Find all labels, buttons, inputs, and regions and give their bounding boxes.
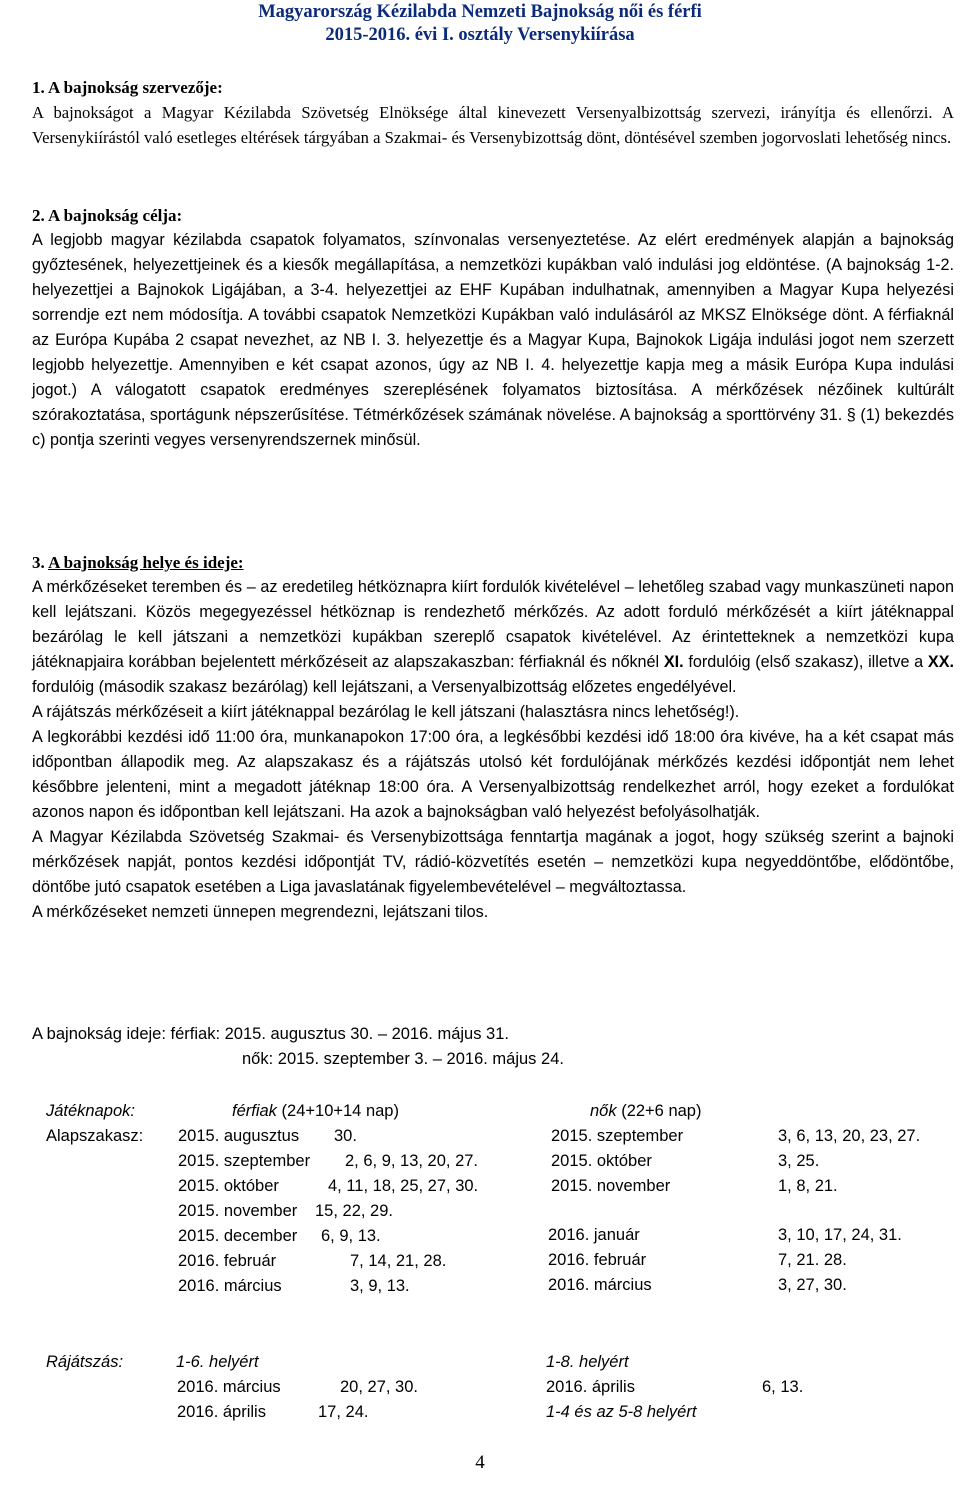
playoff-men-days-1: 20, 27, 30.: [340, 1378, 418, 1396]
section-2-text: [32, 228, 954, 453]
section-2: [32, 203, 954, 453]
section-3-paragraph-3: A legkorábbi kezdési idő 11:00 óra, munkanapokon 17:00 óra, a legkésőbbi kezdési idő 18:00 óra kivéve, ha a két csapat más időpontban állapodik meg. Az alapszakasz és a rájátszás utolsó két fordulójának mérkőzés kezdési időpontját nem lehet későbbre jelenteni, mint a megadott játéknap 18:00 óra. A Versenyalbizottság rendelkezhet arról, hogy ezeket a fordulókat azonos napon és időpontban kell lejátszani. Ha azok a bajnokságban való helyezést befolyásolhatják.: [32, 728, 954, 821]
men-schedule-month: 2015. augusztus: [178, 1127, 300, 1145]
section-3: [32, 550, 954, 925]
section-3-p1-roman-xi: XI.: [663, 653, 684, 671]
section-3-paragraph-2: A rájátszás mérkőzéseit a kiírt játéknappal bezárólag le kell játszani (halasztásra nincs lehetőség!).: [32, 703, 740, 721]
season-men: A bajnokság ideje: férfiak: 2015. augusztus 30. – 2016. május 31.: [32, 1025, 509, 1043]
playoff-women-label-2: 1-4 és az 5-8 helyért: [546, 1403, 697, 1421]
section-3-paragraph-1: [32, 575, 954, 700]
document-title-line1: Magyarország Kézilabda Nemzeti Bajnokság női és férfi: [258, 2, 702, 22]
playoff-men-days-2: 17, 24.: [318, 1403, 369, 1421]
section-1: [32, 75, 954, 150]
schedule-label: Játéknapok:: [46, 1102, 135, 1120]
section-3-paragraph-5: A mérkőzéseket nemzeti ünnepen megrendezni, lejátszani tilos.: [32, 903, 489, 921]
men-schedule-days: 3, 9, 13.: [350, 1277, 410, 1295]
section-2-body: Az elért eredmények alapján a bajnokság győztesének, helyezettjeinek és a kiesők megállapítása, a nemzetközi kupákban való indulási jog eldöntése. (A bajnokság 1-2. helyezettjei a Bajnokok Ligájában, a 3-4. helyezettjei az EHF Kupában indulhatnak, amennyiben a Magyar Kupa helyezési sorrendje ezt nem módosítja. A további csapatok Nemzetközi Kupákban való indulásáról az MKSZ Elnöksége dönt. A férfiaknál az Európa Kupába 2 csapat nevezhet, az NB I. 3. helyezettje és a Magyar Kupa, Bajnokok Ligája indulási jogot nem szerzett legjobb helyezettje. Amennyiben e két csapat azonos, úgy az NB I. 4. helyezettje kapja meg a másik Európa Kupa indulási jogot.) A válogatott csapatok eredményes szereplésének folyamatos biztosítása. A mérkőzések nézőinek kultúrált szórakoztatása, sportágunk népszerűsítése. Tétmérkőzések számának növelése. A bajnokság a sporttörvény 31. § (1) bekezdés c) pontja szerinti vegyes versenyrendszernek minősül.: [32, 231, 954, 449]
section-1-heading: 1. A bajnokság szervezője:: [32, 78, 223, 97]
men-schedule-days: 15, 22, 29.: [315, 1202, 393, 1220]
women-schedule-days: 3, 10, 17, 24, 31.: [778, 1226, 902, 1244]
men-schedule-month: 2016. február: [178, 1252, 277, 1270]
playoff-women-days: 6, 13.: [762, 1378, 804, 1396]
section-3-heading: [32, 550, 954, 575]
men-schedule-month: 2015. október: [178, 1177, 279, 1195]
section-2-intro: A legjobb magyar kézilabda csapatok folyamatos, színvonalas versenyeztetése.: [32, 231, 631, 249]
playoff-men-label: 1-6. helyért: [176, 1353, 259, 1371]
women-schedule-days: 3, 25.: [778, 1152, 820, 1170]
women-schedule-month: 2015. szeptember: [551, 1127, 684, 1145]
women-schedule-month: 2016. március: [548, 1276, 652, 1294]
page-number: 4: [475, 1452, 485, 1473]
men-schedule-month: 2016. március: [178, 1277, 282, 1295]
women-schedule-days: 3, 27, 30.: [778, 1276, 847, 1294]
playoff-women-label: 1-8. helyért: [546, 1353, 629, 1371]
section-3-p1-d: fordulóig (második szakasz bezárólag) kell lejátszani, a Versenyalbizottság előzetes engedélyével.: [32, 678, 737, 696]
phase-label: Alapszakasz:: [46, 1127, 144, 1145]
men-schedule-days: 2, 6, 9, 13, 20, 27.: [345, 1152, 479, 1170]
women-schedule-month: 2016. február: [548, 1251, 647, 1269]
section-1-text: A bajnokságot a Magyar Kézilabda Szövetség Elnöksége által kinevezett Versenyalbizottság szervezi, irányítja és ellenőrzi. A Versenykiírástól való esetleges eltérések tárgyában a Szakmai- és Versenybizottság dönt, döntésével szemben jogorvoslati lehetőség nincs.: [32, 103, 954, 147]
women-schedule-days: 7, 21. 28.: [778, 1251, 847, 1269]
playoff-men-month-2: 2016. április: [177, 1403, 266, 1421]
men-schedule-days: 30.: [334, 1127, 357, 1145]
schedule-men-label: férfiak: [232, 1102, 277, 1120]
schedule-men-header: [232, 1099, 399, 1124]
section-2-heading: 2. A bajnokság célja:: [32, 206, 183, 225]
men-schedule-month: 2015. szeptember: [178, 1152, 311, 1170]
schedule-men-count: (24+10+14 nap): [281, 1102, 399, 1120]
men-schedule-days: 4, 11, 18, 25, 27, 30.: [328, 1177, 479, 1195]
section-3-number: 3.: [32, 553, 45, 572]
section-3-p1-roman-xx: XX.: [927, 653, 954, 671]
schedule-women-label: nők: [590, 1102, 617, 1120]
men-schedule-days: 7, 14, 21, 28.: [350, 1252, 447, 1270]
men-schedule-month: 2015. december: [178, 1227, 298, 1245]
playoff-label: Rájátszás:: [46, 1353, 124, 1371]
women-schedule-month: 2016. január: [548, 1226, 640, 1244]
season-women: nők: 2015. szeptember 3. – 2016. május 24.: [242, 1050, 564, 1068]
men-schedule-days: 6, 9, 13.: [321, 1227, 381, 1245]
men-schedule-month: 2015. november: [178, 1202, 298, 1220]
section-3-title: A bajnokság helye és ideje:: [48, 553, 244, 572]
women-schedule-days: 1, 8, 21.: [778, 1177, 838, 1195]
playoff-men-month-1: 2016. március: [177, 1378, 281, 1396]
women-schedule-month: 2015. november: [551, 1177, 671, 1195]
schedule-women-count: (22+6 nap): [621, 1102, 702, 1120]
schedule-women-header: [590, 1099, 701, 1124]
document-title-line2: 2015-2016. évi I. osztály Versenykiírása: [325, 25, 635, 45]
women-schedule-month: 2015. október: [551, 1152, 652, 1170]
section-3-p1-a: A mérkőzéseket teremben és – az eredetileg hétköznapra kiírt fordulók kivételével – lehetőleg szabad vagy munkaszüneti napon kell lejátszani. Közös megegyezéssel hétköznap is rendezhető mérkőzés. Az adott forduló mérkőzését a kiírt játéknappal bezárólag le kell játszani a nemzetközi kupákban szereplő csapatok kivételével. Az érintetteknek a nemzetközi kupa játéknapjaira korábban bejelentett mérkőzéseit az alapszakaszban: férfiaknál és nőknél: [32, 578, 954, 671]
playoff-women-month: 2016. április: [546, 1378, 635, 1396]
section-3-p1-c: fordulóig (első szakasz), illetve a: [683, 653, 928, 671]
women-schedule-days: 3, 6, 13, 20, 23, 27.: [778, 1127, 921, 1145]
section-3-paragraph-4: A Magyar Kézilabda Szövetség Szakmai- és Versenybizottsága fenntartja magának a jogot, hogy szükség szerint a bajnoki mérkőzések napját, pontos kezdési időpontját TV, rádió-közvetítés esetén – nemzetközi kupa negyeddöntőbe, elődöntőbe, döntőbe jutó csapatok esetében a Liga javaslatának figyelembevételével – megváltoztassa.: [32, 828, 954, 896]
